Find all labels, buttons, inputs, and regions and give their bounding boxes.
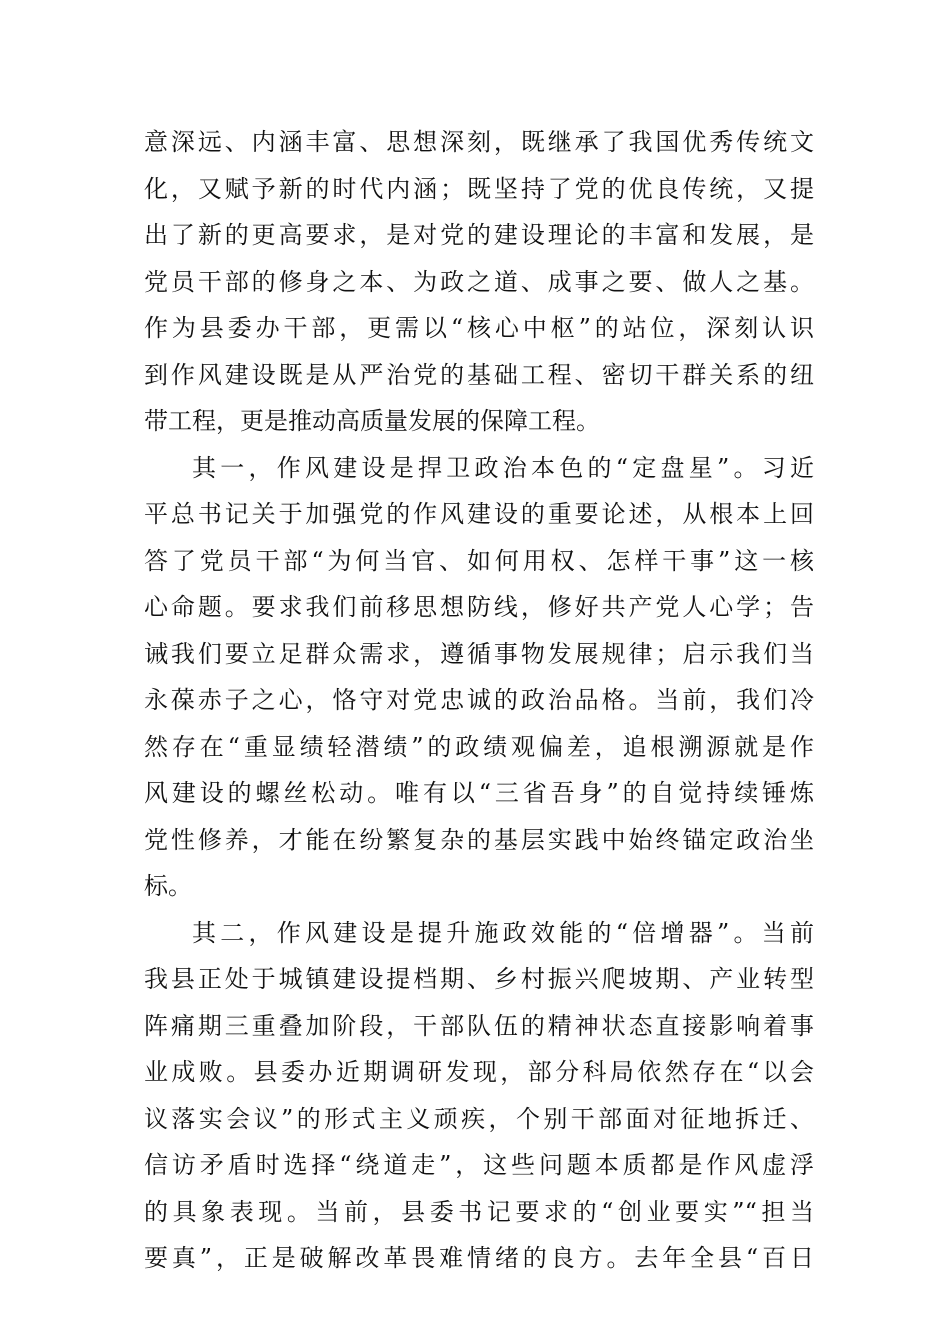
paragraph: [144, 446, 814, 910]
text-line: 答了党员干部“为何当官、如何用权、怎样干事”这一核: [144, 546, 814, 575]
text-line: 业成败。县委办近期调研发现，部分科局依然存在“以会: [144, 1058, 814, 1086]
text-line: 其二，作风建设是提升施政效能的“倍增器”。当前: [192, 918, 814, 947]
text-line: 出了新的更高要求，是对党的建设理论的丰富和发展，是: [144, 221, 814, 249]
paragraph: [144, 120, 814, 444]
text-line: 党性修养，才能在纷繁复杂的基层实践中始终锚定政治坐: [144, 825, 814, 854]
text-line: 的具象表现。当前，县委书记要求的“创业要实”“担当: [144, 1197, 814, 1226]
text-line: 议落实会议”的形式主义顽疾，个别干部面对征地拆迁、: [144, 1104, 814, 1133]
text-line: 阵痛期三重叠加阶段，干部队伍的精神状态直接影响着事: [144, 1011, 814, 1040]
text-line: 然存在“重显绩轻潜绩”的政绩观偏差，追根溯源就是作: [144, 732, 814, 761]
text-line: 意深远、内涵丰富、思想深刻，既继承了我国优秀传统文: [144, 128, 814, 156]
document-body: [144, 120, 814, 1283]
text-line: 平总书记关于加强党的作风建设的重要论述，从根本上回: [144, 500, 814, 528]
text-line: 永葆赤子之心，恪守对党忠诚的政治品格。当前，我们冷: [144, 686, 814, 714]
paragraph: [144, 911, 814, 1282]
text-line: 其一，作风建设是捍卫政治本色的“定盘星”。习近: [192, 453, 814, 482]
text-line: 风建设的螺丝松动。唯有以“三省吾身”的自觉持续锤炼: [144, 779, 814, 807]
text-line: 到作风建设既是从严治党的基础工程、密切干群关系的纽: [144, 360, 814, 389]
text-line: 心命题。要求我们前移思想防线，修好共产党人心学；告: [144, 593, 814, 621]
text-line: 作为县委办干部，更需以“核心中枢”的站位，深刻认识: [144, 314, 814, 342]
text-line: 信访矛盾时选择“绕道走”，这些问题本质都是作风虚浮: [144, 1151, 814, 1179]
text-line: 标。: [144, 872, 192, 900]
text-line: 要真”，正是破解改革畏难情绪的良方。去年全县“百日: [144, 1244, 814, 1272]
text-line: 党员干部的修身之本、为政之道、成事之要、做人之基。: [144, 267, 814, 296]
text-line: 诫我们要立足群众需求，遵循事物发展规律；启示我们当: [144, 639, 814, 668]
text-line: 化，又赋予新的时代内涵；既坚持了党的优良传统，又提: [144, 174, 814, 203]
text-line: 带工程，更是推动高质量发展的保障工程。: [144, 407, 600, 435]
text-line: 我县正处于城镇建设提档期、乡村振兴爬坡期、产业转型: [144, 965, 814, 993]
